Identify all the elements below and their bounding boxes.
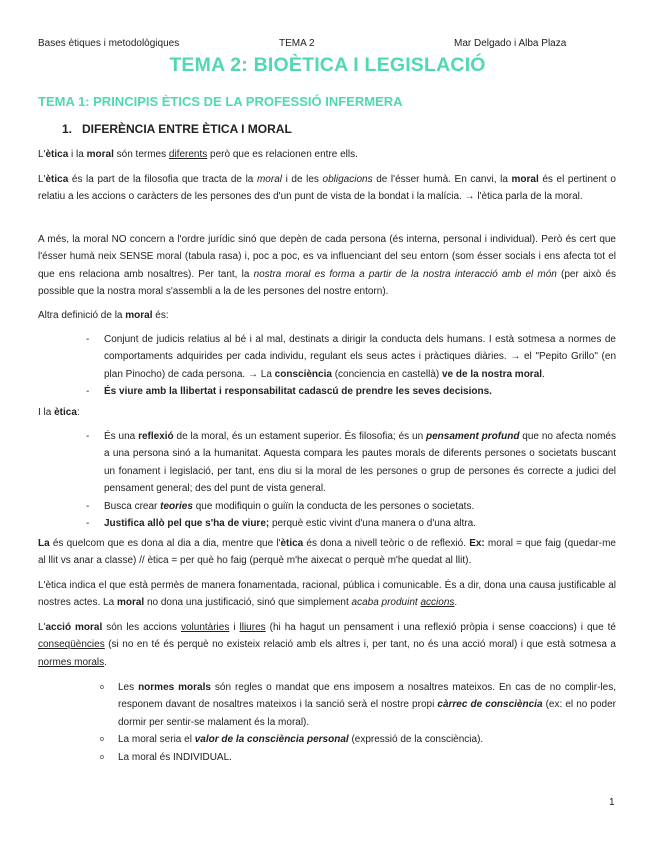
section-heading	[62, 122, 292, 136]
list-item: - És una reflexió de la moral, és un estament superior. És filosofia; és un pensament profund que no afecta només a una persona sinó a la humanitat. Aquesta compara les pautes morals de diferents persones o societats buscant un fonament i legislació, per tant, ens diu si la moral de les persones o grup de persones és correcte a judici del pensament general; des del punt de vista general.	[86, 431, 616, 495]
list-item: - Busca crear teories que modifiquin o guiïn la conducta de les persones o societats.	[86, 500, 475, 512]
list-item: - Justifica allò pel que s'ha de viure; perquè estic vivint d'una manera o d'una altra.	[86, 518, 476, 530]
header-left: Bases ètiques i metodològiques	[38, 38, 180, 49]
header-right: Mar Delgado i Alba Plaza	[454, 38, 567, 49]
paragraph-5: I la ètica:	[38, 407, 80, 418]
norms-list	[38, 679, 616, 766]
paragraph-3: A més, la moral NO concern a l'ordre jurídic sinó que depèn de cada persona (és interna, personal i individual). Però és cert que l'ésser humà neix SENSE moral (tabula rasa) i, poc a poc, es va influenciant del seu entorn (som ésser socials i ens afecta tot el que ens relaciona amb nosaltres). Per tant, la nostra moral es forma a partir de la nostra interacció amb el món (per això és possible que la nostra moral s'assembli a la de les persones del nostre entorn).	[38, 234, 617, 298]
list-item: o La moral és INDIVIDUAL.	[100, 751, 232, 763]
section-title: DIFERÈNCIA ENTRE ÈTICA I MORAL	[82, 122, 292, 136]
paragraph-1: L'ètica i la moral són termes diferents però que es relacionen entre ells.	[38, 149, 358, 160]
document-subtitle: TEMA 1: PRINCIPIS ÈTICS DE LA PROFESSIÓ INFERMERA	[38, 94, 403, 109]
list-item: o La moral seria el valor de la consciència personal (expressió de la consciència).	[100, 734, 484, 746]
header-center: TEMA 2	[279, 38, 315, 49]
paragraph-7: L'ètica indica el que està permès de manera fonamentada, racional, pública i comunicable. És a dir, dona una causa justificable al nostres actes. La moral no dona una justificació, sinó que simplement acaba produint accions.	[38, 580, 616, 609]
paragraph-6: La és quelcom que es dona al dia a dia, mentre que l'ètica és dona a nivell teòric o de reflexió. Ex: moral = que faig (quedar-me al llit vs anar a classe) // ètica = per què ho faig (perquè m'he aixecat o perquè m'he quedat al llit).	[38, 538, 616, 567]
ethics-list	[38, 428, 616, 532]
list-item: o Les normes morals són regles o mandat que ens imposem a nosaltres mateixos. En cas de no complir-les, responem davant de nosaltres mateixos i la sanció serà el nostre propi càrrec de consciència (ex: el no poder dormir per sentir-se malament és la moral).	[100, 682, 616, 728]
list-item: - Conjunt de judicis relatius al bé i al mal, destinats a dirigir la conducta dels humans. I està sotmesa a normes de comportaments adquirides per cada individu, regulant els seus actes i pràctiques diàries. → el "Pepito Grillo" (en plan Pinocho) de cada persona. → La consciència (conciencia en castellà) ve de la nostra moral.	[86, 334, 616, 380]
page-number: 1	[609, 797, 615, 808]
paragraph-2: L'ètica és la part de la filosofia que tracta de la moral i de les obligacions de l'ésser humà. En canvi, la moral és el pertinent o relatiu a les accions o caràcters de les persones des d'un punt de vista de la bondat i la malícia. → l'ètica parla de la moral.	[38, 174, 616, 203]
moral-list	[38, 331, 616, 401]
section-number: 1.	[62, 122, 73, 136]
list-item: - És viure amb la llibertat i responsabilitat cadascú de prendre les seves decisions.	[86, 386, 492, 398]
document-title: TEMA 2: BIOÈTICA I LEGISLACIÓ	[169, 54, 486, 76]
paragraph-4: Altra definició de la moral és:	[38, 310, 169, 321]
paragraph-8: L'acció moral són les accions voluntàries i lliures (hi ha hagut un pensament i una reflexió pròpia i sense coaccions) i que té conseqüències (si no en té és perquè no existeix relació amb els altres i, per tant, no és una acció moral) i que està sotmesa a normes morals.	[38, 622, 616, 668]
